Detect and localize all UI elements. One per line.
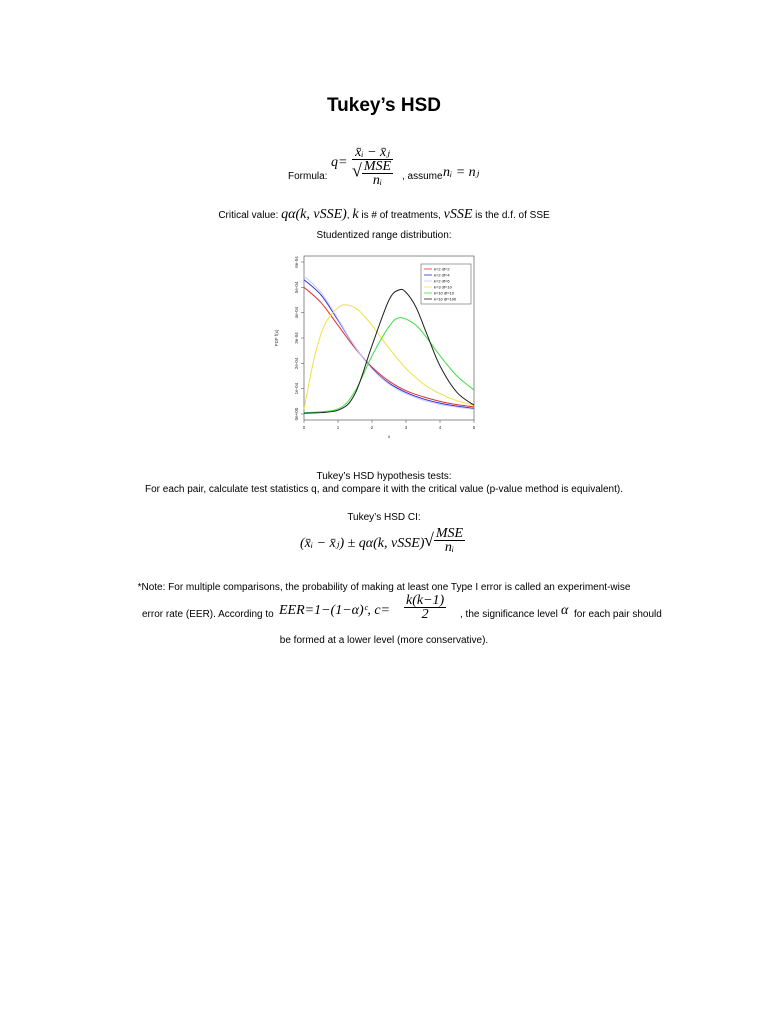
ci-num: MSE <box>435 526 464 541</box>
ci-den: nᵢ <box>444 540 455 555</box>
ci-title: Tukey’s HSD CI: <box>347 512 421 523</box>
note-eer: EER=1−(1−α)ᶜ, c= <box>279 603 391 618</box>
legend-entry: k=10 df=100 <box>434 296 457 302</box>
x-tick-label: 2 <box>370 425 374 430</box>
note-c-num: k(k−1) <box>406 593 445 608</box>
distribution-caption: Studentized range distribution: <box>316 230 452 241</box>
note-line-3: be formed at a lower level (more conservative). <box>279 635 489 646</box>
legend-entry: k=2 df=2 <box>434 266 450 272</box>
ci-left: (x̄ᵢ − x̄ⱼ) ± qα(k, vSSE) <box>300 536 425 551</box>
note-line-2 <box>0 594 768 628</box>
critical-k: k <box>352 207 359 222</box>
chart-svg <box>268 246 494 454</box>
note-alpha: α <box>561 603 569 618</box>
x-tick-label: 4 <box>438 425 442 430</box>
ci-formula <box>0 525 768 567</box>
legend-entry: k=10 df=10 <box>434 290 455 296</box>
x-tick-label: 0 <box>302 425 306 430</box>
y-tick-label: 5e-04 <box>294 281 299 294</box>
note-c-den: 2 <box>421 607 429 622</box>
formula-q: q= <box>331 155 348 170</box>
legend-entry: k=2 df=4 <box>434 272 450 278</box>
y-tick-label: 3e-04 <box>294 332 299 344</box>
critical-v: vSSE <box>443 207 473 222</box>
note-line-2b: , the significance level <box>460 609 558 620</box>
formula-line <box>0 146 768 208</box>
x-tick-label: 3 <box>404 425 408 430</box>
critical-k-desc: is # of treatments, <box>361 210 441 221</box>
series-line-4 <box>304 318 474 413</box>
tests-title: Tukey’s HSD hypothesis tests: <box>316 471 452 482</box>
formula-den-den: nᵢ <box>372 173 383 188</box>
series-line-3 <box>304 305 474 409</box>
page-title: Tukey’s HSD <box>326 95 442 116</box>
note-c-fraction <box>404 594 446 621</box>
formula-den-num: MSE <box>363 159 392 174</box>
legend-entry: k=3 df=10 <box>434 284 452 290</box>
y-tick-label: 2e-04 <box>294 357 299 370</box>
y-tick-label: 4e-04 <box>294 306 299 319</box>
assume-label: , assume <box>402 171 443 182</box>
critical-v-desc: is the d.f. of SSE <box>475 210 550 221</box>
note-line-1: *Note: For multiple comparisons, the probability of making at least one Type I error is called an experiment-wise <box>137 582 631 593</box>
ci-sqrt: √ $\frac{\text{MSE}}{\text{nᵢ}}$ <box>424 526 464 555</box>
formula-label: Formula: <box>288 171 328 182</box>
note-line-2c: for each pair should <box>574 609 662 620</box>
y-tick-label: 0e+00 <box>294 407 299 421</box>
x-tick-label: 1 <box>336 425 340 430</box>
note-line-2a: error rate (EER). According to <box>142 609 274 620</box>
x-tick-label: 5 <box>472 425 476 430</box>
y-tick-label: 1e-04 <box>294 382 299 395</box>
x-axis-label: x <box>387 434 391 439</box>
assume-expr: nᵢ = nⱼ <box>443 165 480 180</box>
studentized-range-chart <box>268 246 494 454</box>
y-axis-label: PDF f(x) <box>274 329 279 347</box>
y-tick-label: 6e-04 <box>294 256 299 268</box>
critical-label: Critical value: <box>218 210 279 221</box>
legend-entry: k=2 df=6 <box>434 278 450 284</box>
critical-value-line: Critical value: qα(k, vSSE), k is # of treatments, vSSE is the d.f. of SSE <box>218 207 550 222</box>
formula-numerator: x̄ᵢ − x̄ⱼ <box>352 146 393 160</box>
critical-expr: qα(k, vSSE) <box>281 207 347 222</box>
formula-fraction <box>352 146 393 187</box>
series-line-5 <box>304 289 474 413</box>
tests-text: For each pair, calculate test statistics q, and compare it with the critical value (p-value method is equivalent). <box>144 484 623 495</box>
formula-denominator: √ $\frac{\text{MSE}}{\text{nᵢ}}$ <box>352 159 392 188</box>
